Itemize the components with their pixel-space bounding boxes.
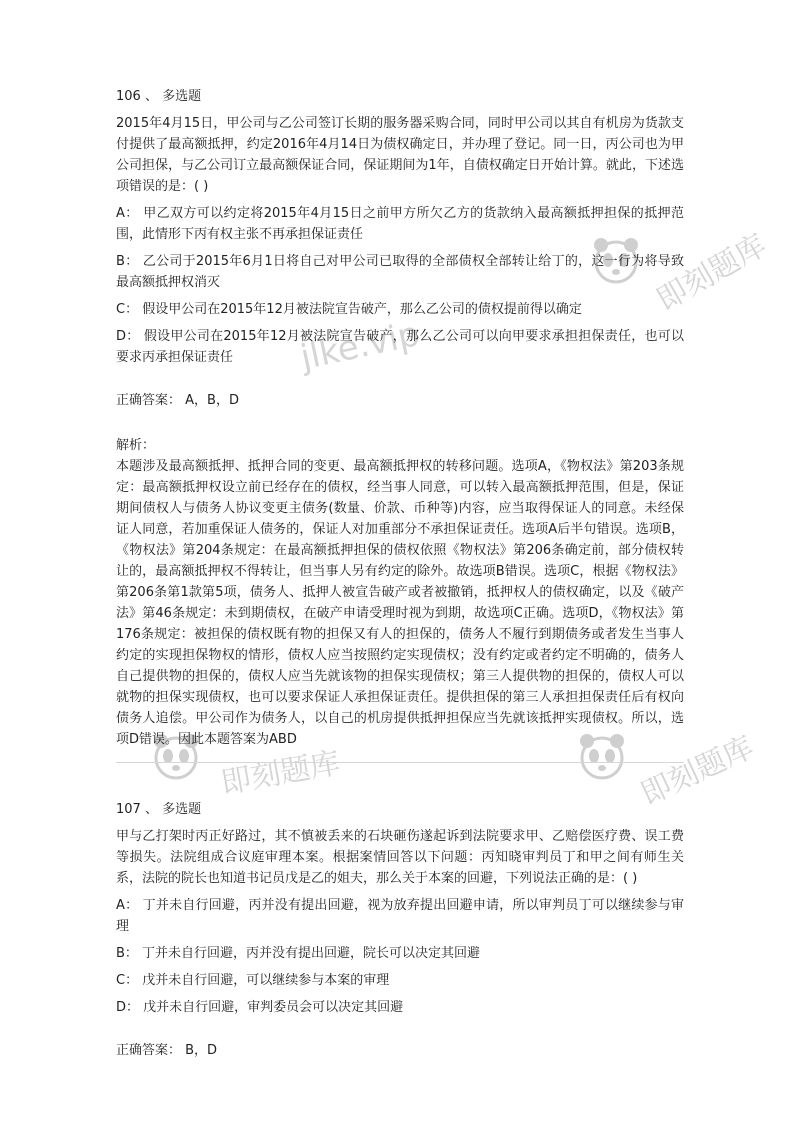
- question-106: [116, 86, 684, 750]
- correct-answer: 正确答案： B，D: [116, 1043, 218, 1058]
- question-107: [116, 799, 684, 1061]
- option-b: B： 丁并未自行回避，丙并没有提出回避，院长可以决定其回避: [116, 946, 481, 961]
- option-c: C： 假设甲公司在2015年12月被法院宣告破产，那么乙公司的债权提前得以确定: [116, 302, 582, 317]
- option-d: D： 戊并未自行回避，审判委员会可以决定其回避: [116, 1000, 404, 1015]
- brand-watermark: 即刻题库: [218, 745, 343, 802]
- option-c: C： 戊并未自行回避，可以继续参与本案的审理: [116, 973, 390, 988]
- correct-answer: 正确答案： A，B，D: [116, 393, 239, 408]
- document-page: [116, 86, 684, 1061]
- analysis-body: 本题涉及最高额抵押、抵押合同的变更、最高额抵押权的转移问题。选项A，《物权法》第203条规定：最高额抵押权设立前已经存在的债权，经当事人同意，可以转入最高额抵押范围，但是，保证期间债权人与债务人协议变更主债务(数量、价款、币种等)内容，应当取得保证人的同意。未经保证人同意，若加重保证人债务的，保证人对加重部分不承担保证责任。选项A后半句错误。选项B，《物权法》第204条规定：在最高额抵押担保的债权依照《物权法》第206条确定前，部分债权转让的，最高额抵押权不得转让，但当事人另有约定的除外。故选项B错误。选项C，根据《物权法》第206条第1款第5项，债务人、抵押人被宣告破产或者被撤销，抵押权人的债权确定，以及《破产法》第46条规定：未到期债权，在破产申请受理时视为到期，故选项C正确。选项D，《物权法》第176条规定：被担保的债权既有物的担保又有人的担保的，债务人不履行到期债务或者发生当事人约定的实现担保物权的情形，债权人应当按照约定实现债权；没有约定或者约定不明确的，债务人自己提供物的担保的，债权人应当先就该物的担保实现债权；第三人提供物的担保的，债权人可以就物的担保实现债权，也可以要求保证人承担保证责任。提供担保的第三人承担担保责任后有权向债务人追偿。甲公司作为债务人，以自己的机房提供抵押担保应当先就该抵押实现债权。所以，选项D错误。因此本题答案为ABD: [116, 459, 684, 747]
- analysis-title: 解析：: [116, 438, 156, 453]
- option-d: D： 假设甲公司在2015年12月被法院宣告破产，那么乙公司可以向甲要求承担担保责任，也可以要求丙承担保证责任: [116, 329, 684, 365]
- question-stem: 2015年4月15日，甲公司与乙公司签订长期的服务器采购合同，同时甲公司以其自有机房为货款支付提供了最高额抵押，约定2016年4月14日为债权确定日，并办理了登记。同一日，丙公司也为甲公司担保，与乙公司订立最高额保证合同，保证期间为1年，自债权确定日开始计算。就此，下述选项错误的是：( ): [116, 116, 684, 194]
- option-a: A： 丁并未自行回避，丙并没有提出回避，视为放弃提出回避申请，所以审判员丁可以继续参与审理: [116, 898, 684, 934]
- option-b: B： 乙公司于2015年6月1日将自己对甲公司已取得的全部债权全部转让给丁的，这一行为将导致最高额抵押权消灭: [116, 254, 684, 290]
- brand-watermark: 即刻题库: [635, 729, 760, 813]
- option-a: A： 甲乙双方可以约定将2015年4月15日之前甲方所欠乙方的货款纳入最高额抵押担保的抵押范围，此情形下丙有权主张不再承担保证责任: [116, 206, 684, 242]
- question-stem: 甲与乙打架时丙正好路过，其不慎被丢来的石块砸伤遂起诉到法院要求甲、乙赔偿医疗费、误工费等损失。法院组成合议庭审理本案。根据案情回答以下问题：丙知晓审判员丁和甲之间有师生关系，法院的院长也知道书记员戊是乙的姐夫，那么关于本案的回避，下列说法正确的是：( ): [116, 829, 684, 886]
- question-header: 107 、 多选题: [116, 802, 202, 817]
- url-watermark: jlke.vip: [297, 313, 424, 379]
- brand-watermark: 即刻题库: [651, 227, 773, 319]
- question-header: 106 、 多选题: [116, 89, 202, 104]
- section-divider: [116, 762, 684, 763]
